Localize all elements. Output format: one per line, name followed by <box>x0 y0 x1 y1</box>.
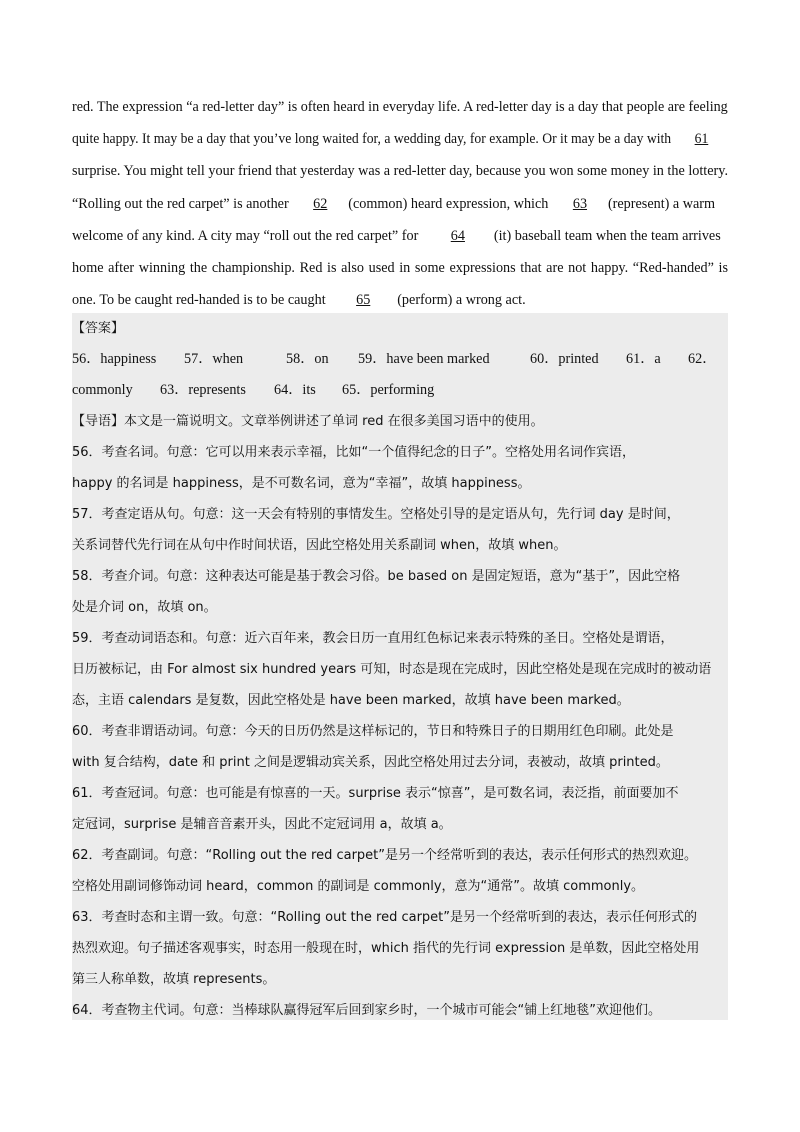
explanation-62-line-2: 空格处用副词修饰动词 heard，common 的副词是 commonly，意为“通常”。故填 commonly。 <box>72 879 645 894</box>
passage <box>72 91 728 316</box>
blank-63: 63 <box>572 195 588 212</box>
explanation-63-line-2: 热烈欢迎。句子描述客观事实，时态用一般现在时，which 指代的先行词 expression 是单数，因此空格处用 <box>72 941 700 956</box>
answer-header: 【答案】 <box>72 321 125 336</box>
passage-text: welcome of any kind. A city may “roll out the red carpet” for <box>72 227 419 244</box>
passage-line-1: red. The expression “a red-letter day” is often heard in everyday life. A red-letter day is a day that people are feeling <box>72 99 728 115</box>
passage-text: (it) baseball team when the team arrives <box>493 227 721 244</box>
passage-text: (perform) a wrong act. <box>397 292 526 309</box>
passage-text: “Rolling out the red carpet” is another <box>72 195 289 212</box>
explanation-63-line-1: 63．考查时态和主谓一致。句意：“Rolling out the red carpet”是另一个经常听到的表达，表示任何形式的 <box>72 910 698 925</box>
explanation-63-line-3: 第三人称单数，故填 represents。 <box>72 972 276 987</box>
passage-line-6: home after winning the championship. Red is also used in some expressions that are not happy. “Red-handed” is <box>72 259 728 276</box>
passage-text: (represent) a warm <box>607 195 716 212</box>
guide-text: 【导语】本文是一篇说明文。文章举例讲述了单词 red 在很多美国习语中的使用。 <box>72 414 544 429</box>
answer-57: 57．when <box>184 351 244 367</box>
blank-61: 61 <box>694 131 709 148</box>
blank-62: 62 <box>313 195 328 212</box>
explanation-56-line-1: 56．考查名词。句意：它可以用来表示幸福，比如“一个值得纪念的日子”。空格处用名词作宾语， <box>72 445 636 460</box>
answer-65: 65．performing <box>342 382 435 398</box>
answer-62-label: 62． <box>688 351 717 367</box>
explanation-58-line-2: 处是介词 on，故填 on。 <box>72 600 217 615</box>
passage-text: (common) heard expression, which <box>348 195 549 212</box>
answer-61: 61．a <box>626 351 661 367</box>
answer-59: 59．have been marked <box>358 351 490 367</box>
explanation-64-line-1: 64．考查物主代词。句意：当棒球队赢得冠军后回到家乡时，一个城市可能会“铺上红地毯”欢迎他们。 <box>72 1003 662 1018</box>
answer-58: 58．on <box>286 351 329 367</box>
blank-64: 64 <box>450 227 465 244</box>
explanation-61-line-1: 61．考查冠词。句意：也可能是有惊喜的一天。surprise 表示“惊喜”，是可数名词，表泛指，前面要加不 <box>72 786 679 801</box>
answer-row-1 <box>72 344 716 375</box>
answer-63: 63．represents <box>160 382 246 398</box>
explanation-60-line-1: 60．考查非谓语动词。句意：今天的日历仍然是这样标记的，节日和特殊日子的日期用红色印刷。此处是 <box>72 724 674 739</box>
passage-line-4 <box>72 188 728 220</box>
explanation-60-line-2: with 复合结构，date 和 print 之间是逻辑动宾关系，因此空格处用过去分词，表被动，故填 printed。 <box>72 755 669 770</box>
explanation-56-line-2: happy 的名词是 happiness，是不可数名词，意为“幸福”，故填 happiness。 <box>72 476 531 491</box>
answer-56: 56．happiness <box>72 351 157 367</box>
passage-line-2 <box>72 123 709 155</box>
explanation-59-line-3: 态，主语 calendars 是复数，因此空格处是 have been marked，故填 have been marked。 <box>72 693 630 708</box>
explanation-57-line-1: 57．考查定语从句。句意：这一天会有特别的事情发生。空格处引导的是定语从句，先行词 day 是时间， <box>72 507 680 522</box>
passage-text: one. To be caught red-handed is to be caught <box>72 292 326 309</box>
explanation-58-line-1: 58．考查介词。句意：这种表达可能是基于教会习俗。be based on 是固定短语，意为“基于”，因此空格 <box>72 569 681 584</box>
explanation-59-line-1: 59．考查动词语态和。句意：近六百年来，教会日历一直用红色标记来表示特殊的圣日。空格处是谓语， <box>72 631 674 646</box>
blank-65: 65 <box>356 292 371 309</box>
passage-line-7 <box>72 284 728 316</box>
answer-60: 60．printed <box>530 351 599 367</box>
answer-62-value: commonly <box>72 382 133 398</box>
answer-64: 64．its <box>274 382 316 398</box>
answer-row-2 <box>72 375 434 406</box>
passage-line-3: surprise. You might tell your friend that yesterday was a red-letter day, because you won some money in the lottery. <box>72 163 728 180</box>
explanation-61-line-2: 定冠词，surprise 是辅音音素开头，因此不定冠词用 a，故填 a。 <box>72 817 452 832</box>
explanation-57-line-2: 关系词替代先行词在从句中作时间状语，因此空格处用关系副词 when，故填 when。 <box>72 538 567 553</box>
passage-line-5 <box>72 220 728 252</box>
passage-text: quite happy. It may be a day that you’ve long waited for, a wedding day, for example. Or it may be a day with <box>72 131 672 148</box>
explanation-62-line-1: 62．考查副词。句意：“Rolling out the red carpet”是另一个经常听到的表达，表示任何形式的热烈欢迎。 <box>72 848 698 863</box>
explanation-59-line-2: 日历被标记，由 For almost six hundred years 可知，时态是现在完成时，因此空格处是现在完成时的被动语 <box>72 662 712 677</box>
